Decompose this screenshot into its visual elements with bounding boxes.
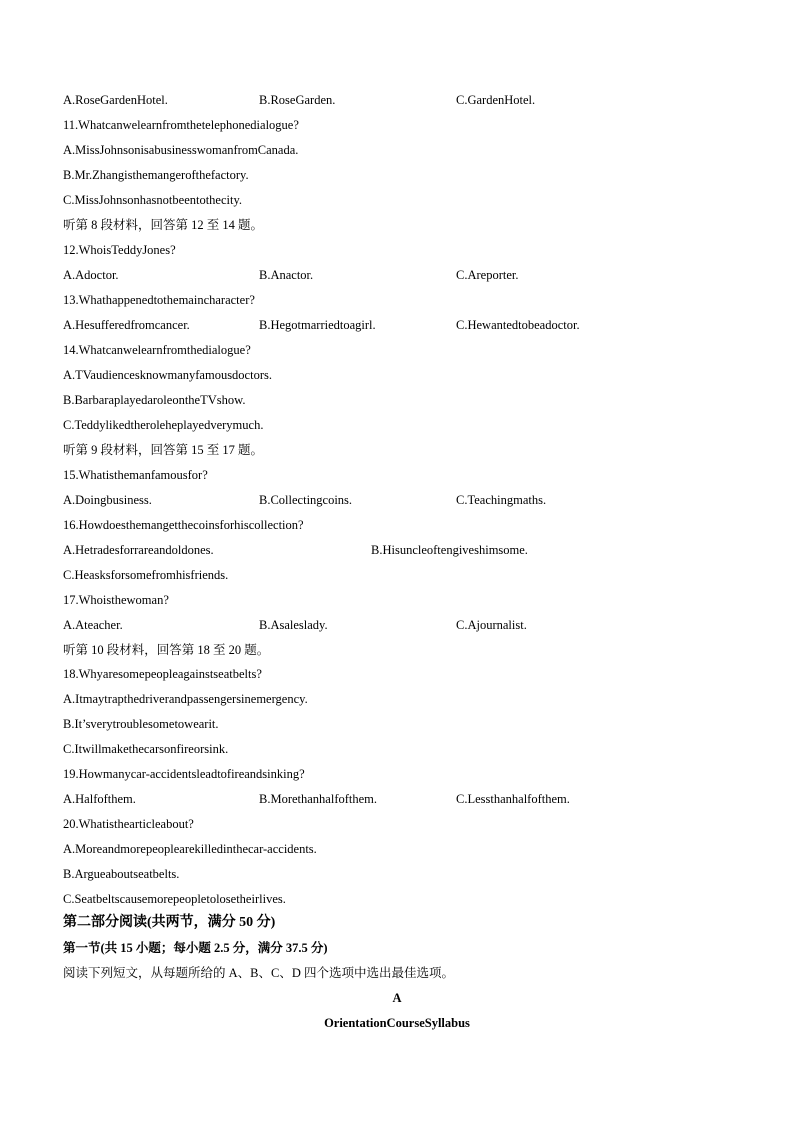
listening-instruction: 听第 10 段材料，回答第 18 至 20 题。 <box>63 643 270 657</box>
option-c: C.Hewantedtobeadoctor. <box>456 318 580 332</box>
option-b: B.RoseGarden. <box>259 93 336 107</box>
question-19: 19.Howmanycar-accidentsleadtofireandsinking? <box>63 767 305 781</box>
option-c: C.Teachingmaths. <box>456 493 547 507</box>
passage-letter: A <box>392 991 402 1005</box>
section-heading: 第二部分阅读(共两节，满分 50 分) <box>63 915 276 930</box>
option-a: A.Doingbusiness. <box>63 493 152 507</box>
option-a: A.RoseGardenHotel. <box>63 93 168 107</box>
option-a: A.Hetradesforrareandoldones. <box>63 543 214 557</box>
option-line: C.Teddylikedtheroleheplayedverymuch. <box>63 418 264 432</box>
question-14: 14.Whatcanwelearnfromthedialogue? <box>63 343 251 357</box>
option-line: A.MissJohnsonisabusinesswomanfromCanada. <box>63 143 299 157</box>
option-a: A.Hesufferedfromcancer. <box>63 318 190 332</box>
option-b: B.Asaleslady. <box>259 618 328 632</box>
option-line: A.Itmaytrapthedriverandpassengersinemergency. <box>63 692 308 706</box>
option-line: B.Argueaboutseatbelts. <box>63 867 180 881</box>
question-17: 17.Whoisthewoman? <box>63 593 169 607</box>
option-b: B.Hisuncleoftengiveshimsome. <box>371 543 528 557</box>
question-20: 20.Whatisthearticleabout? <box>63 817 194 831</box>
option-b: B.Anactor. <box>259 268 314 282</box>
option-line: B.BarbaraplayedaroleontheTVshow. <box>63 393 246 407</box>
option-c: C.Lessthanhalfofthem. <box>456 792 570 806</box>
question-13: 13.Whathappenedtothemaincharacter? <box>63 293 255 307</box>
listening-instruction: 听第 8 段材料，回答第 12 至 14 题。 <box>63 218 264 232</box>
option-a: A.Adoctor. <box>63 268 119 282</box>
option-line: A.TVaudiencesknowmanyfamousdoctors. <box>63 368 272 382</box>
option-line: B.It’sverytroublesometowearit. <box>63 717 219 731</box>
option-b: B.Hegotmarriedtoagirl. <box>259 318 376 332</box>
option-line: A.Moreandmorepeoplearekilledinthecar-accidents. <box>63 842 317 856</box>
option-c: C.Ajournalist. <box>456 618 527 632</box>
option-a: A.Halfofthem. <box>63 792 136 806</box>
option-line: C.Seatbeltscausemorepeopletolosetheirlives. <box>63 892 286 906</box>
section-subheading: 第一节(共 15 小题；每小题 2.5 分，满分 37.5 分) <box>63 941 328 955</box>
option-c: C.Areporter. <box>456 268 519 282</box>
question-18: 18.Whyaresomepeopleagainstseatbelts? <box>63 667 262 681</box>
option-b: B.Morethanhalfofthem. <box>259 792 378 806</box>
question-15: 15.Whatisthemanfamousfor? <box>63 468 208 482</box>
passage-title: OrientationCourseSyllabus <box>324 1016 470 1030</box>
option-b: B.Collectingcoins. <box>259 493 353 507</box>
question-12: 12.WhoisTeddyJones? <box>63 243 176 257</box>
option-line: C.MissJohnsonhasnotbeentothecity. <box>63 193 243 207</box>
option-line: C.Heasksforsomefromhisfriends. <box>63 568 229 582</box>
option-c: C.GardenHotel. <box>456 93 536 107</box>
listening-instruction: 听第 9 段材料，回答第 15 至 17 题。 <box>63 443 264 457</box>
option-a: A.Ateacher. <box>63 618 123 632</box>
reading-instruction: 阅读下列短文，从每题所给的 A、B、C、D 四个选项中选出最佳选项。 <box>63 966 454 980</box>
question-11: 11.Whatcanwelearnfromthetelephonedialogue? <box>63 118 299 132</box>
option-line: C.Itwillmakethecarsonfireorsink. <box>63 742 229 756</box>
question-16: 16.Howdoesthemangetthecoinsforhiscollection? <box>63 518 304 532</box>
option-line: B.Mr.Zhangisthemangerofthefactory. <box>63 168 249 182</box>
